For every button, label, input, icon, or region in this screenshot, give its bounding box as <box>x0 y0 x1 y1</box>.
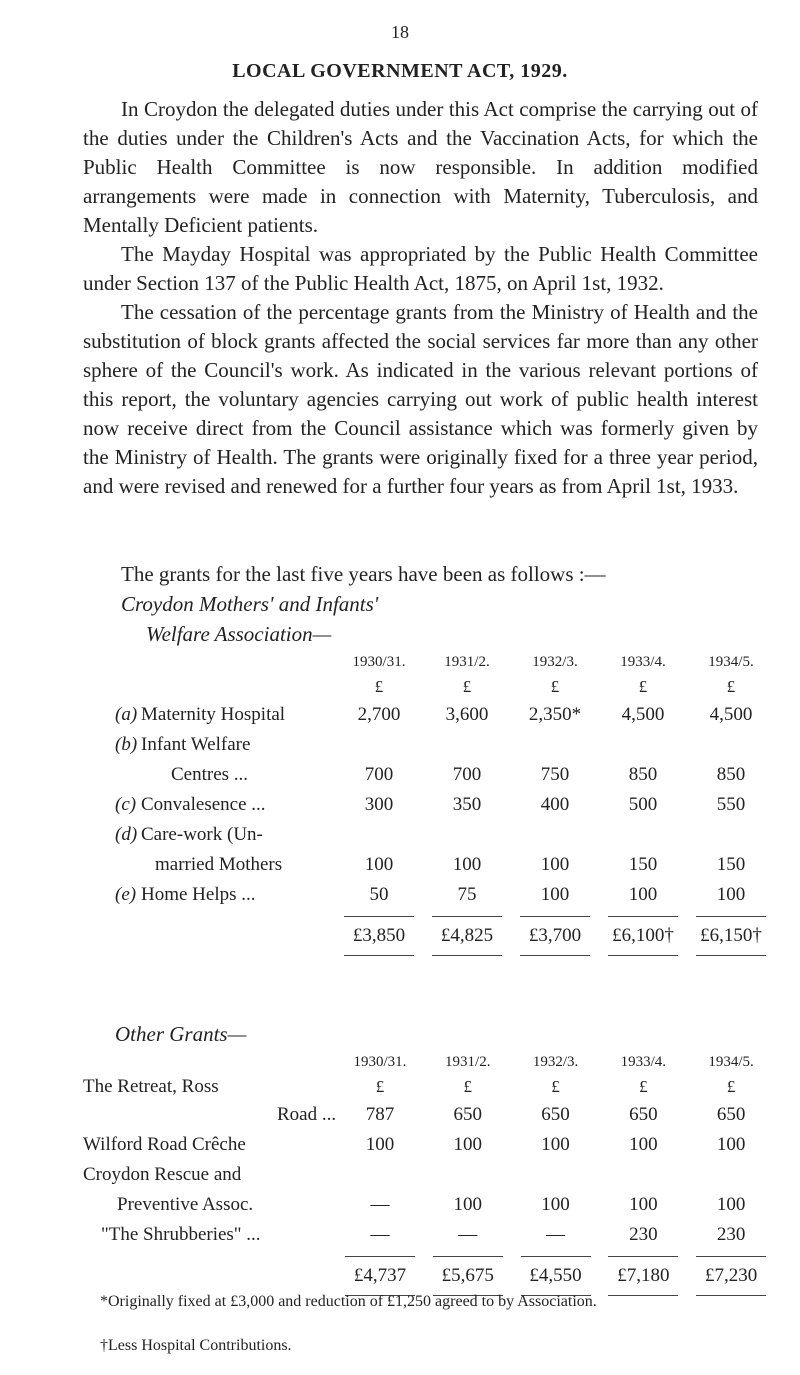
table1-title-line1: Croydon Mothers' and Infants' <box>121 592 379 616</box>
grant-value: 100 <box>540 884 570 905</box>
grant-total: £6,100† <box>612 925 674 946</box>
rule <box>696 1256 766 1257</box>
currency-symbol: £ <box>638 677 648 696</box>
table1-currency-row <box>115 674 775 700</box>
grant-value: 100 <box>364 854 394 875</box>
table1-title-line2: Welfare Association— <box>146 622 332 646</box>
grant-value: 2,350* <box>528 704 582 725</box>
grant-value: 100 <box>716 884 746 905</box>
year-header: 1931/2. <box>445 1053 491 1070</box>
table2-title: Other Grants— <box>115 1022 247 1046</box>
year-header: 1934/5. <box>708 1053 754 1070</box>
grant-value: 100 <box>629 1134 658 1155</box>
rule <box>608 1256 678 1257</box>
row-label: Maternity Hospital <box>141 704 286 725</box>
grant-value: 100 <box>453 1194 482 1215</box>
table1-total-row <box>115 910 775 962</box>
row-label: The Retreat, Ross <box>83 1076 219 1097</box>
grant-value: — <box>370 1194 390 1215</box>
currency-symbol: £ <box>726 1077 736 1096</box>
footnote-dagger: †Less Hospital Contributions. <box>100 1337 292 1354</box>
year-header: 1931/2. <box>444 653 490 670</box>
grant-value: 50 <box>369 884 389 905</box>
grant-value: 700 <box>364 764 394 785</box>
rule <box>345 1256 415 1257</box>
grant-value: 75 <box>457 884 477 905</box>
row-label-continued: Preventive Assoc. <box>117 1194 254 1215</box>
year-header: 1932/3. <box>532 1053 579 1070</box>
grant-value: 100 <box>365 1134 395 1155</box>
paragraph-4: The grants for the last five years have been as follows :— <box>121 562 606 586</box>
grant-value: 850 <box>716 764 746 785</box>
row-letter: (e) <box>115 884 137 905</box>
rule <box>344 955 414 956</box>
rule <box>696 955 766 956</box>
grant-value: 100 <box>540 854 570 875</box>
row-label-continued: married Mothers <box>155 854 283 875</box>
grant-total: £4,737 <box>353 1265 407 1286</box>
table-row <box>115 850 775 880</box>
currency-symbol: £ <box>375 1077 385 1096</box>
table-row <box>83 1100 775 1130</box>
grant-value: 4,500 <box>709 704 753 725</box>
year-header: 1930/31. <box>352 653 406 670</box>
currency-symbol: £ <box>550 677 560 696</box>
row-label: Wilford Road Crêche <box>83 1134 246 1155</box>
grant-value: 100 <box>716 1134 746 1155</box>
year-header: 1933/4. <box>620 1053 667 1070</box>
currency-symbol: £ <box>462 677 472 696</box>
rule <box>433 1256 503 1257</box>
table-row <box>115 700 775 730</box>
grant-value: 300 <box>364 794 394 815</box>
table1-year-row <box>115 650 775 674</box>
row-letter: (b) <box>115 734 138 755</box>
grant-value: 850 <box>628 764 658 785</box>
paragraph-1: In Croydon the delegated duties under this Act comprise the carrying out of the duties under the Children's Acts and the Vaccination Acts, for which the Public Health Committee is now responsible. In addition modified arrangements were made in connection with Maternity, Tuberculosis, and Mentally Deficient patients. <box>83 97 758 237</box>
grant-value: 150 <box>716 854 746 875</box>
row-letter: (a) <box>115 704 138 725</box>
table-row <box>115 880 775 910</box>
year-header: 1933/4. <box>620 653 666 670</box>
grant-value: 4,500 <box>621 704 665 725</box>
grant-value: 650 <box>541 1104 570 1125</box>
row-label: "The Shrubberies" ... <box>101 1224 261 1245</box>
rule <box>344 916 414 917</box>
grant-value: 650 <box>453 1104 482 1125</box>
rule <box>521 1256 591 1257</box>
grant-total: £4,550 <box>529 1265 582 1286</box>
grant-total: £4,825 <box>440 925 494 946</box>
grant-value: 350 <box>452 794 482 815</box>
grant-value: 100 <box>628 884 658 905</box>
currency-symbol: £ <box>726 677 736 696</box>
grant-value: 787 <box>365 1104 395 1125</box>
row-label: Home Helps ... <box>141 884 256 905</box>
paragraph-2: The Mayday Hospital was appropriated by the Public Health Committee under Section 137 of the Public Health Act, 1875, on April 1st, 1932. <box>83 242 758 295</box>
grant-value: 100 <box>452 854 482 875</box>
grant-value: 230 <box>629 1224 658 1245</box>
year-header: 1932/3. <box>532 653 578 670</box>
footnote-asterisk: *Originally fixed at £3,000 and reduction of £1,250 agreed to by Association. <box>100 1293 597 1310</box>
row-label: Convalesence ... <box>141 794 266 815</box>
currency-symbol: £ <box>463 1077 472 1096</box>
grant-total: £3,850 <box>352 925 406 946</box>
table2-currency-row <box>83 1074 775 1100</box>
table-row <box>83 1160 775 1190</box>
grant-value: 750 <box>540 764 570 785</box>
table-row <box>115 760 775 790</box>
mothers-infants-grants-table <box>115 650 775 962</box>
year-header: 1930/31. <box>353 1053 407 1070</box>
paragraph-3: The cessation of the percentage grants from the Ministry of Health and the substitution of block grants affected the social services far more than any other sphere of the Council's work. As indicated in the various relevant portions of this report, the voluntary agencies carrying out work of public health interest now receive direct from the Council assistance which was formerly given by the Ministry of Health. The grants were originally fixed for a three year period, and were revised and renewed for a further four years as from April 1st, 1933. <box>83 300 758 498</box>
table-row <box>83 1130 775 1160</box>
other-grants-table <box>83 1050 775 1302</box>
currency-symbol: £ <box>374 677 384 696</box>
rule <box>608 955 678 956</box>
grant-value: — <box>546 1224 566 1245</box>
grant-value: — <box>458 1224 478 1245</box>
currency-symbol: £ <box>639 1077 648 1096</box>
table-row <box>115 820 775 850</box>
grant-value: 230 <box>716 1224 746 1245</box>
rule <box>432 916 502 917</box>
year-header: 1934/5. <box>708 653 754 670</box>
table-row <box>115 730 775 760</box>
grant-value: 500 <box>628 794 658 815</box>
grant-value: 100 <box>716 1194 746 1215</box>
grant-value: — <box>370 1224 390 1245</box>
rule <box>520 955 590 956</box>
rule <box>608 916 678 917</box>
row-label-continued: Centres ... <box>171 764 249 785</box>
grant-value: 550 <box>716 794 746 815</box>
row-letter: (c) <box>115 794 137 815</box>
grant-value: 100 <box>453 1134 482 1155</box>
grant-value: 2,700 <box>357 704 401 725</box>
grant-value: 650 <box>716 1104 746 1125</box>
page-number: 18 <box>391 22 409 42</box>
grant-value: 650 <box>629 1104 658 1125</box>
grant-total: £6,150† <box>700 925 762 946</box>
rule <box>432 955 502 956</box>
grant-value: 100 <box>629 1194 658 1215</box>
grant-value: 700 <box>452 764 482 785</box>
grant-value: 100 <box>541 1134 570 1155</box>
table-row <box>83 1190 775 1220</box>
row-label: Infant Welfare <box>141 734 251 755</box>
grant-value: 3,600 <box>445 704 489 725</box>
rule <box>696 916 766 917</box>
row-label: Road ... <box>276 1104 337 1125</box>
grant-value: 100 <box>541 1194 570 1215</box>
rule <box>520 916 590 917</box>
table-row <box>83 1220 775 1250</box>
grant-total: £7,180 <box>617 1265 670 1286</box>
grant-total: £5,675 <box>441 1265 494 1286</box>
currency-symbol: £ <box>551 1077 560 1096</box>
grant-total: £3,700 <box>528 925 582 946</box>
grant-value: 150 <box>628 854 658 875</box>
row-label: Care-work (Un- <box>141 824 263 845</box>
table-row <box>115 790 775 820</box>
table2-year-row <box>83 1050 775 1074</box>
grant-total: £7,230 <box>704 1265 758 1286</box>
grant-value: 400 <box>540 794 570 815</box>
row-label: Croydon Rescue and <box>83 1164 242 1185</box>
row-letter: (d) <box>115 824 138 845</box>
page-heading: LOCAL GOVERNMENT ACT, 1929. <box>232 60 568 82</box>
